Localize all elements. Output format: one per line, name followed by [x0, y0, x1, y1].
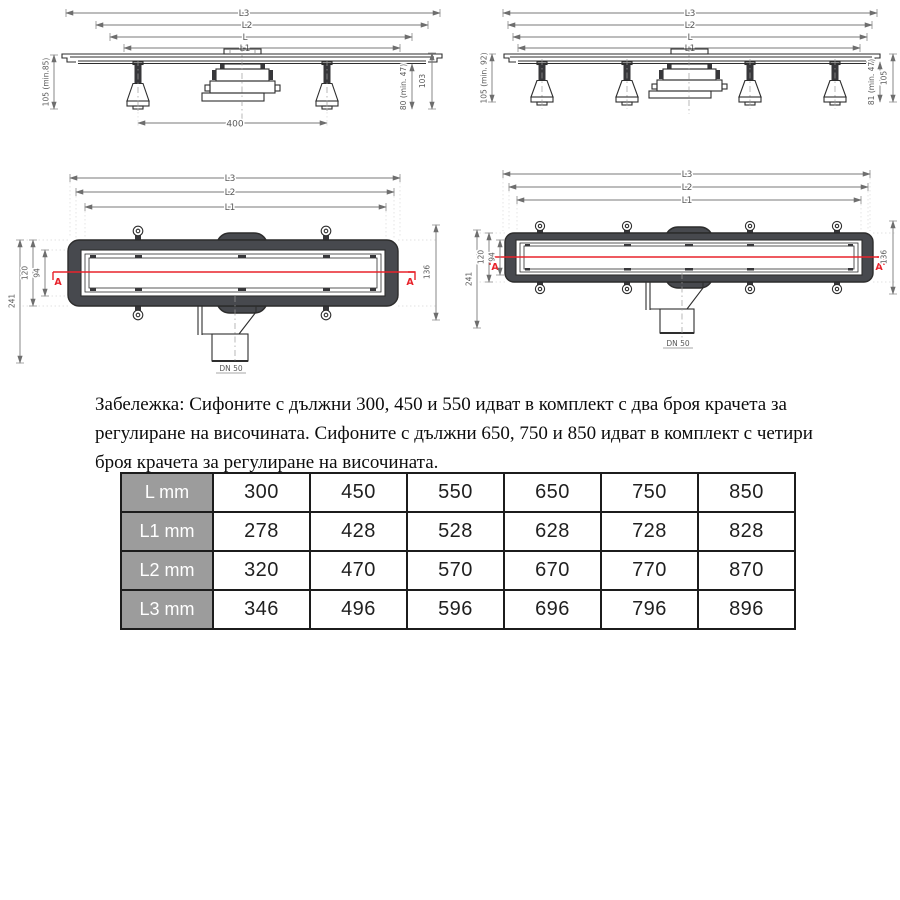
table-cell: 770 [601, 551, 698, 590]
drain-neck-top [667, 227, 711, 233]
adjustable-foot [616, 59, 638, 109]
table-cell: 870 [698, 551, 795, 590]
height-left-label: 105 (min.85) [41, 57, 51, 107]
table-cell: 750 [601, 473, 698, 512]
top-view-diagram-2-clips [5, 168, 453, 378]
table-cell: 528 [407, 512, 504, 551]
depth-right-label: 80 (min. 47) [399, 63, 408, 111]
channel-opening [81, 250, 385, 296]
table-cell: 696 [504, 590, 601, 629]
table-cell: 670 [504, 551, 601, 590]
dim-l2-label: L2 [681, 183, 693, 193]
dim-l2-label: L2 [224, 188, 236, 198]
channel-width-label: 94 [487, 252, 497, 262]
right-width-label: 136 [422, 264, 432, 280]
depth-right-label: 81 (min. 47) [867, 58, 876, 106]
flange-width-label: 120 [20, 265, 30, 281]
dim-l1-label: L1 [224, 203, 236, 213]
outlet-dn-label: DN 50 [219, 364, 243, 373]
table-cell: 320 [213, 551, 310, 590]
dim-l-label: L [687, 33, 693, 43]
dim-l1-label: L1 [239, 44, 251, 54]
height-left-label: 105 (min. 92) [479, 52, 489, 104]
table-cell: 650 [504, 473, 601, 512]
table-row [121, 551, 795, 590]
siphon-trap [649, 46, 727, 114]
height-right-label: 105 [879, 70, 889, 86]
table-row [121, 590, 795, 629]
channel-width-label: 94 [32, 268, 42, 278]
dim-l3-label: L3 [681, 170, 693, 180]
section-a-right-label: A [406, 277, 414, 288]
adjustable-foot [739, 59, 761, 109]
table-cell: 896 [698, 590, 795, 629]
table-cell: 596 [407, 590, 504, 629]
table-cell: 278 [213, 512, 310, 551]
dim-l-label: L [242, 33, 248, 43]
outer-width-label: 241 [7, 293, 17, 309]
table-cell: 300 [213, 473, 310, 512]
row-header-l: L mm [121, 473, 213, 512]
table-cell: 496 [310, 590, 407, 629]
row-header-l2: L2 mm [121, 551, 213, 590]
dim-l3-label: L3 [238, 9, 250, 19]
top-view-diagram-4-clips [460, 168, 900, 378]
height-right-label: 103 [418, 73, 427, 89]
section-a-right-label: A [875, 262, 883, 273]
side-view-diagram-4-feet [480, 2, 900, 152]
table-cell: 346 [213, 590, 310, 629]
drain-neck-top [218, 233, 266, 240]
dim-l3-label: L3 [224, 174, 236, 184]
table-cell: 628 [504, 512, 601, 551]
table-cell: 728 [601, 512, 698, 551]
table-cell: 570 [407, 551, 504, 590]
dim-l1-label: L1 [684, 44, 696, 54]
row-header-l3: L3 mm [121, 590, 213, 629]
table-row [121, 512, 795, 551]
note-text: Забележка: Сифоните с дължни 300, 450 и 550 идват в комплект с два броя крачета за регулиране на височината. Сифоните с дължни 650, 750 и 850 идват в комплект с четири броя крачета за регулиране на височината. [95, 394, 813, 473]
table-cell: 550 [407, 473, 504, 512]
adjustable-foot [316, 60, 338, 114]
table-cell: 470 [310, 551, 407, 590]
table-row [121, 473, 795, 512]
dim-l2-label: L2 [241, 21, 253, 31]
table-cell: 850 [698, 473, 795, 512]
section-a-left-label: A [491, 262, 499, 273]
dim-l3-label: L3 [684, 9, 696, 19]
adjustable-foot [824, 59, 846, 109]
section-a-left-label: A [54, 277, 62, 288]
dim-l2-label: L2 [684, 21, 696, 31]
drain-neck-bottom [667, 282, 711, 288]
outer-width-label: 241 [464, 271, 474, 287]
table-cell: 428 [310, 512, 407, 551]
dim-l1-label: L1 [681, 196, 693, 206]
right-width-label: 136 [879, 249, 889, 265]
table-cell: 828 [698, 512, 795, 551]
outlet-dn-label: DN 50 [666, 339, 690, 348]
flange-width-label: 120 [476, 249, 486, 265]
adjustable-foot [531, 59, 553, 109]
foot-spacing-label: 400 [226, 119, 244, 130]
dimension-table [120, 472, 796, 630]
table-cell: 450 [310, 473, 407, 512]
row-header-l1: L1 mm [121, 512, 213, 551]
side-view-diagram-2-feet [40, 2, 460, 152]
drain-neck-bottom [218, 306, 266, 313]
table-cell: 796 [601, 590, 698, 629]
adjustable-foot [127, 60, 149, 114]
